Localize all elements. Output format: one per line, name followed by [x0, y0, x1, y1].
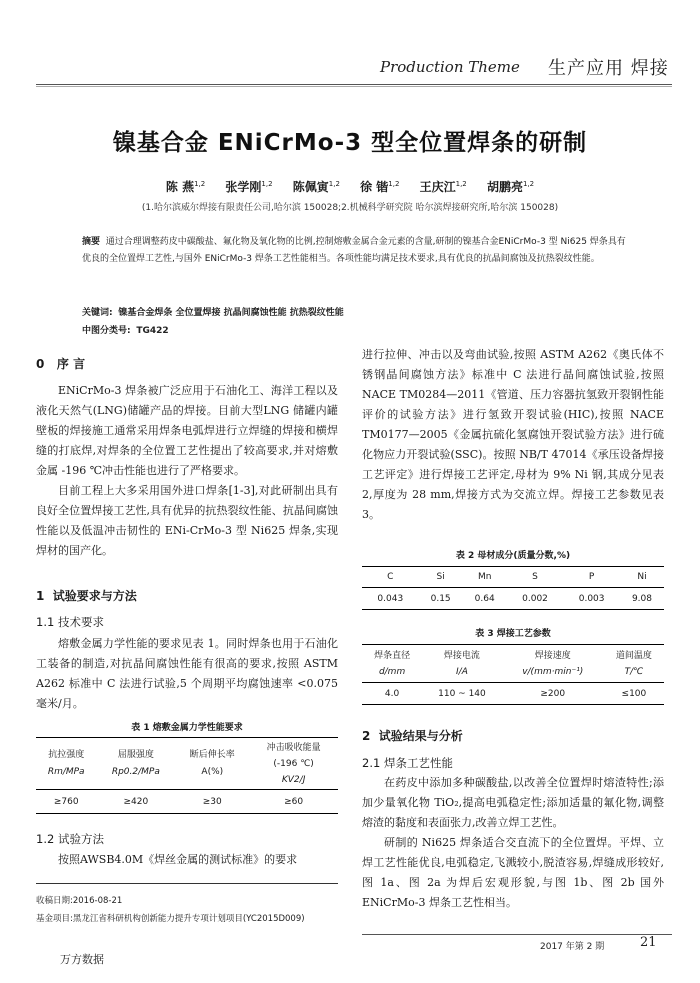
author: 王庆江$^{1,2}$ — [419, 180, 467, 194]
table-header-cell: Ni — [637, 572, 647, 582]
paper-title: 镍基合金 ENiCrMo-3 型全位置焊条的研制 — [112, 130, 588, 156]
method-paragraph: 按照AWSB4.0M《焊丝金属的测试标准》的要求 — [58, 853, 298, 866]
results-paragraph-1: 在药皮中添加多种碳酸盐,以改善全位置焊时熔渣特性;添加少量氧化物 TiO₂,提高电弧稳定性;添加适量的氟化物,调整熔渣的黏度和表面张力,改善立焊工艺性。 — [362, 776, 664, 829]
author: 胡鹏亮$^{1,2}$ — [486, 180, 535, 194]
table-row — [362, 683, 664, 705]
table-header-cell: 焊接速度 v/(mm·min⁻¹) — [522, 650, 584, 677]
methods-continued-paragraph: 进行拉伸、冲击以及弯曲试验,按照 ASTM A262《奥氏体不锈钢晶间腐蚀方法》标准中 C 法进行晶间腐蚀试验,按照 NACE TM0284—2011《管道、压力容器抗氢致开裂钢性能评价的试验方法》进行氢致开裂试验(HIC),按照 NACE TM0177—2005《金属抗硫化氢腐蚀开裂试验方法》进行硫化物应力开裂试验(SSC)。按照 NB/T 47014《承压设备焊接工艺评定》进行焊接工艺评定,母材为 9% Ni 钢,其成分见表 2,厚度为 28 mm,焊接方式为交流立焊。焊接工艺参数见表 3。 — [362, 348, 664, 521]
table-header-cell: 焊条直径 d/mm — [374, 650, 411, 677]
table-cell: ≥420 — [123, 796, 149, 807]
table-3-caption: 表 3 焊接工艺参数 — [475, 629, 551, 639]
results-text — [362, 773, 664, 913]
table-cell: ≥200 — [540, 688, 566, 699]
issue-label: 2017 年第 2 期 — [540, 942, 605, 952]
results-paragraph-2: 研制的 Ni625 焊条适合交直流下的全位置焊。平焊、立焊工艺性能优良,电弧稳定,飞溅较小,脱渣容易,焊缝成形较好,图 1a、图 2a 为焊后宏观形貌,与图 1b、图 2b 国外 ENiCrMo-3 焊条工艺性相当。 — [362, 836, 664, 909]
table-header-cell: P — [588, 572, 595, 582]
footnote-funding: 基金项目:黑龙江省科研机构创新能力提升专项计划项目(YC2015D009) — [36, 914, 305, 924]
table-row — [362, 588, 664, 610]
keywords-text: 镍基合金焊条 全位置焊接 抗晶间腐蚀性能 抗热裂纹性能 — [118, 308, 344, 318]
table-header-cell: 屈服强度 Rp0.2/MPa — [111, 749, 160, 777]
table-cell: ≤100 — [621, 688, 647, 699]
table-cell: 0.043 — [377, 593, 404, 604]
author: 张学刚$^{1,2}$ — [225, 180, 273, 194]
affiliation: (1.哈尔滨威尔焊接有限责任公司,哈尔滨 150028;2.机械科学研究院 哈尔滨焊接研究所,哈尔滨 150028) — [141, 203, 559, 213]
table-header-cell: C — [387, 572, 394, 582]
table-header-cell: 冲击吸收能量 (-196 ℃) KV2/J — [266, 742, 321, 785]
author: 徐 锴$^{1,2}$ — [360, 180, 400, 194]
table-cell: ≥760 — [53, 796, 79, 807]
table-row — [36, 790, 338, 814]
header-divider — [36, 84, 672, 85]
table-header-cell: S — [532, 572, 538, 582]
table-header-cell: Si — [436, 572, 445, 582]
table-cell: 4.0 — [384, 688, 400, 699]
keywords-block — [82, 304, 632, 340]
author: 陈 燕$^{1,2}$ — [165, 180, 206, 194]
keywords-label: 关键词: — [82, 308, 113, 318]
table-cell: ≥30 — [202, 796, 222, 807]
table-2-caption: 表 2 母材成分(质量分数,%) — [455, 551, 571, 561]
footer-divider — [362, 934, 672, 935]
table-header-cell: 断后伸长率 A(%) — [189, 749, 235, 777]
abstract-label: 摘要 — [82, 237, 101, 247]
clc-label: 中图分类号: — [82, 326, 131, 336]
clc-code: TG422 — [136, 326, 169, 336]
section-0-heading: 0 序 言 — [36, 357, 86, 371]
section-2-heading: 2 试验结果与分析 — [362, 729, 463, 743]
table-header-row — [362, 645, 664, 683]
abstract — [82, 234, 632, 268]
subsection-1-1-heading: 1.1 技术要求 — [36, 615, 104, 629]
author-list — [0, 178, 700, 195]
table-cell: ≥60 — [284, 796, 304, 807]
journal-header-english: Production Theme — [380, 58, 520, 76]
method-text — [36, 850, 338, 870]
abstract-text: 通过合理调整药皮中碳酸盐、氟化物及氧化物的比例,控制熔敷金属合金元素的含量,研制的镍基合金ENiCrMo-3 型 Ni625 焊条具有优良的全位置焊工艺性,与国外 ENiCrMo-3 焊条工艺性能相当。各项性能均满足技术要求,具有优良的抗晶间腐蚀及抗热裂纹性能。 — [82, 237, 626, 264]
table-cell: 9.08 — [631, 593, 652, 604]
table-3 — [362, 644, 664, 705]
subsection-2-1-heading: 2.1 焊条工艺性能 — [362, 756, 453, 770]
journal-header-column: 生产应用 焊接 — [548, 58, 669, 79]
table-header-cell: 道间温度 T/℃ — [615, 650, 652, 677]
table-header-row — [362, 567, 664, 588]
table-cell: 0.64 — [474, 593, 495, 604]
methods-continued-text — [362, 345, 664, 525]
intro-paragraph-1: ENiCrMo-3 焊条被广泛应用于石油化工、海洋工程以及液化天然气(LNG)储罐产品的焊接。目前大型LNG 储罐内罐壁板的焊接施工通常采用焊条电弧焊进行立焊缝的焊接和横焊缝的打底焊,对焊条的全位置工艺性提出了较高要求,并对熔敷金属 -196 ℃冲击性能也进行了严格要求。 — [36, 384, 338, 477]
intro-paragraph-2: 目前工程上大多采用国外进口焊条[1-3],对此研制出具有良好全位置焊接工艺性,具有优异的抗热裂纹性能、抗晶间腐蚀性能以及低温冲击韧性的 ENi-CrMo-3 型 Ni625 焊条,实现焊材的国产化。 — [36, 484, 338, 557]
table-cell: 0.002 — [522, 593, 548, 604]
table-header-row — [36, 738, 338, 790]
table-cell: 0.003 — [578, 593, 605, 604]
table-header-cell: 焊接电流 I/A — [443, 650, 480, 677]
table-2 — [362, 566, 664, 610]
table-cell: 110 ~ 140 — [438, 688, 486, 699]
author: 陈佩寅$^{1,2}$ — [292, 180, 340, 194]
table-header-cell: Mn — [477, 572, 492, 582]
requirements-text — [36, 634, 338, 714]
source-watermark: 万方数据 — [60, 953, 104, 966]
table-cell: 0.15 — [430, 593, 451, 604]
header-divider-thin — [36, 86, 672, 87]
table-1 — [36, 737, 338, 814]
table-1-caption: 表 1 熔敷金属力学性能要求 — [131, 723, 243, 733]
subsection-1-2-heading: 1.2 试验方法 — [36, 832, 104, 846]
footnote-received-date: 收稿日期:2016-08-21 — [36, 896, 123, 906]
page-number: 21 — [640, 935, 657, 950]
table-header-cell: 抗拉强度 Rm/MPa — [47, 749, 85, 777]
intro-text — [36, 381, 338, 561]
requirements-paragraph: 熔敷金属力学性能的要求见表 1。同时焊条也用于石油化工装备的制造,对抗晶间腐蚀性能有很高的要求,按照 ASTM A262 标准中 C 法进行试验,5 个周期平均腐蚀速率 <0.075 毫米/月。 — [36, 637, 338, 710]
section-1-heading: 1 试验要求与方法 — [36, 589, 137, 603]
footnote-divider — [36, 883, 338, 884]
